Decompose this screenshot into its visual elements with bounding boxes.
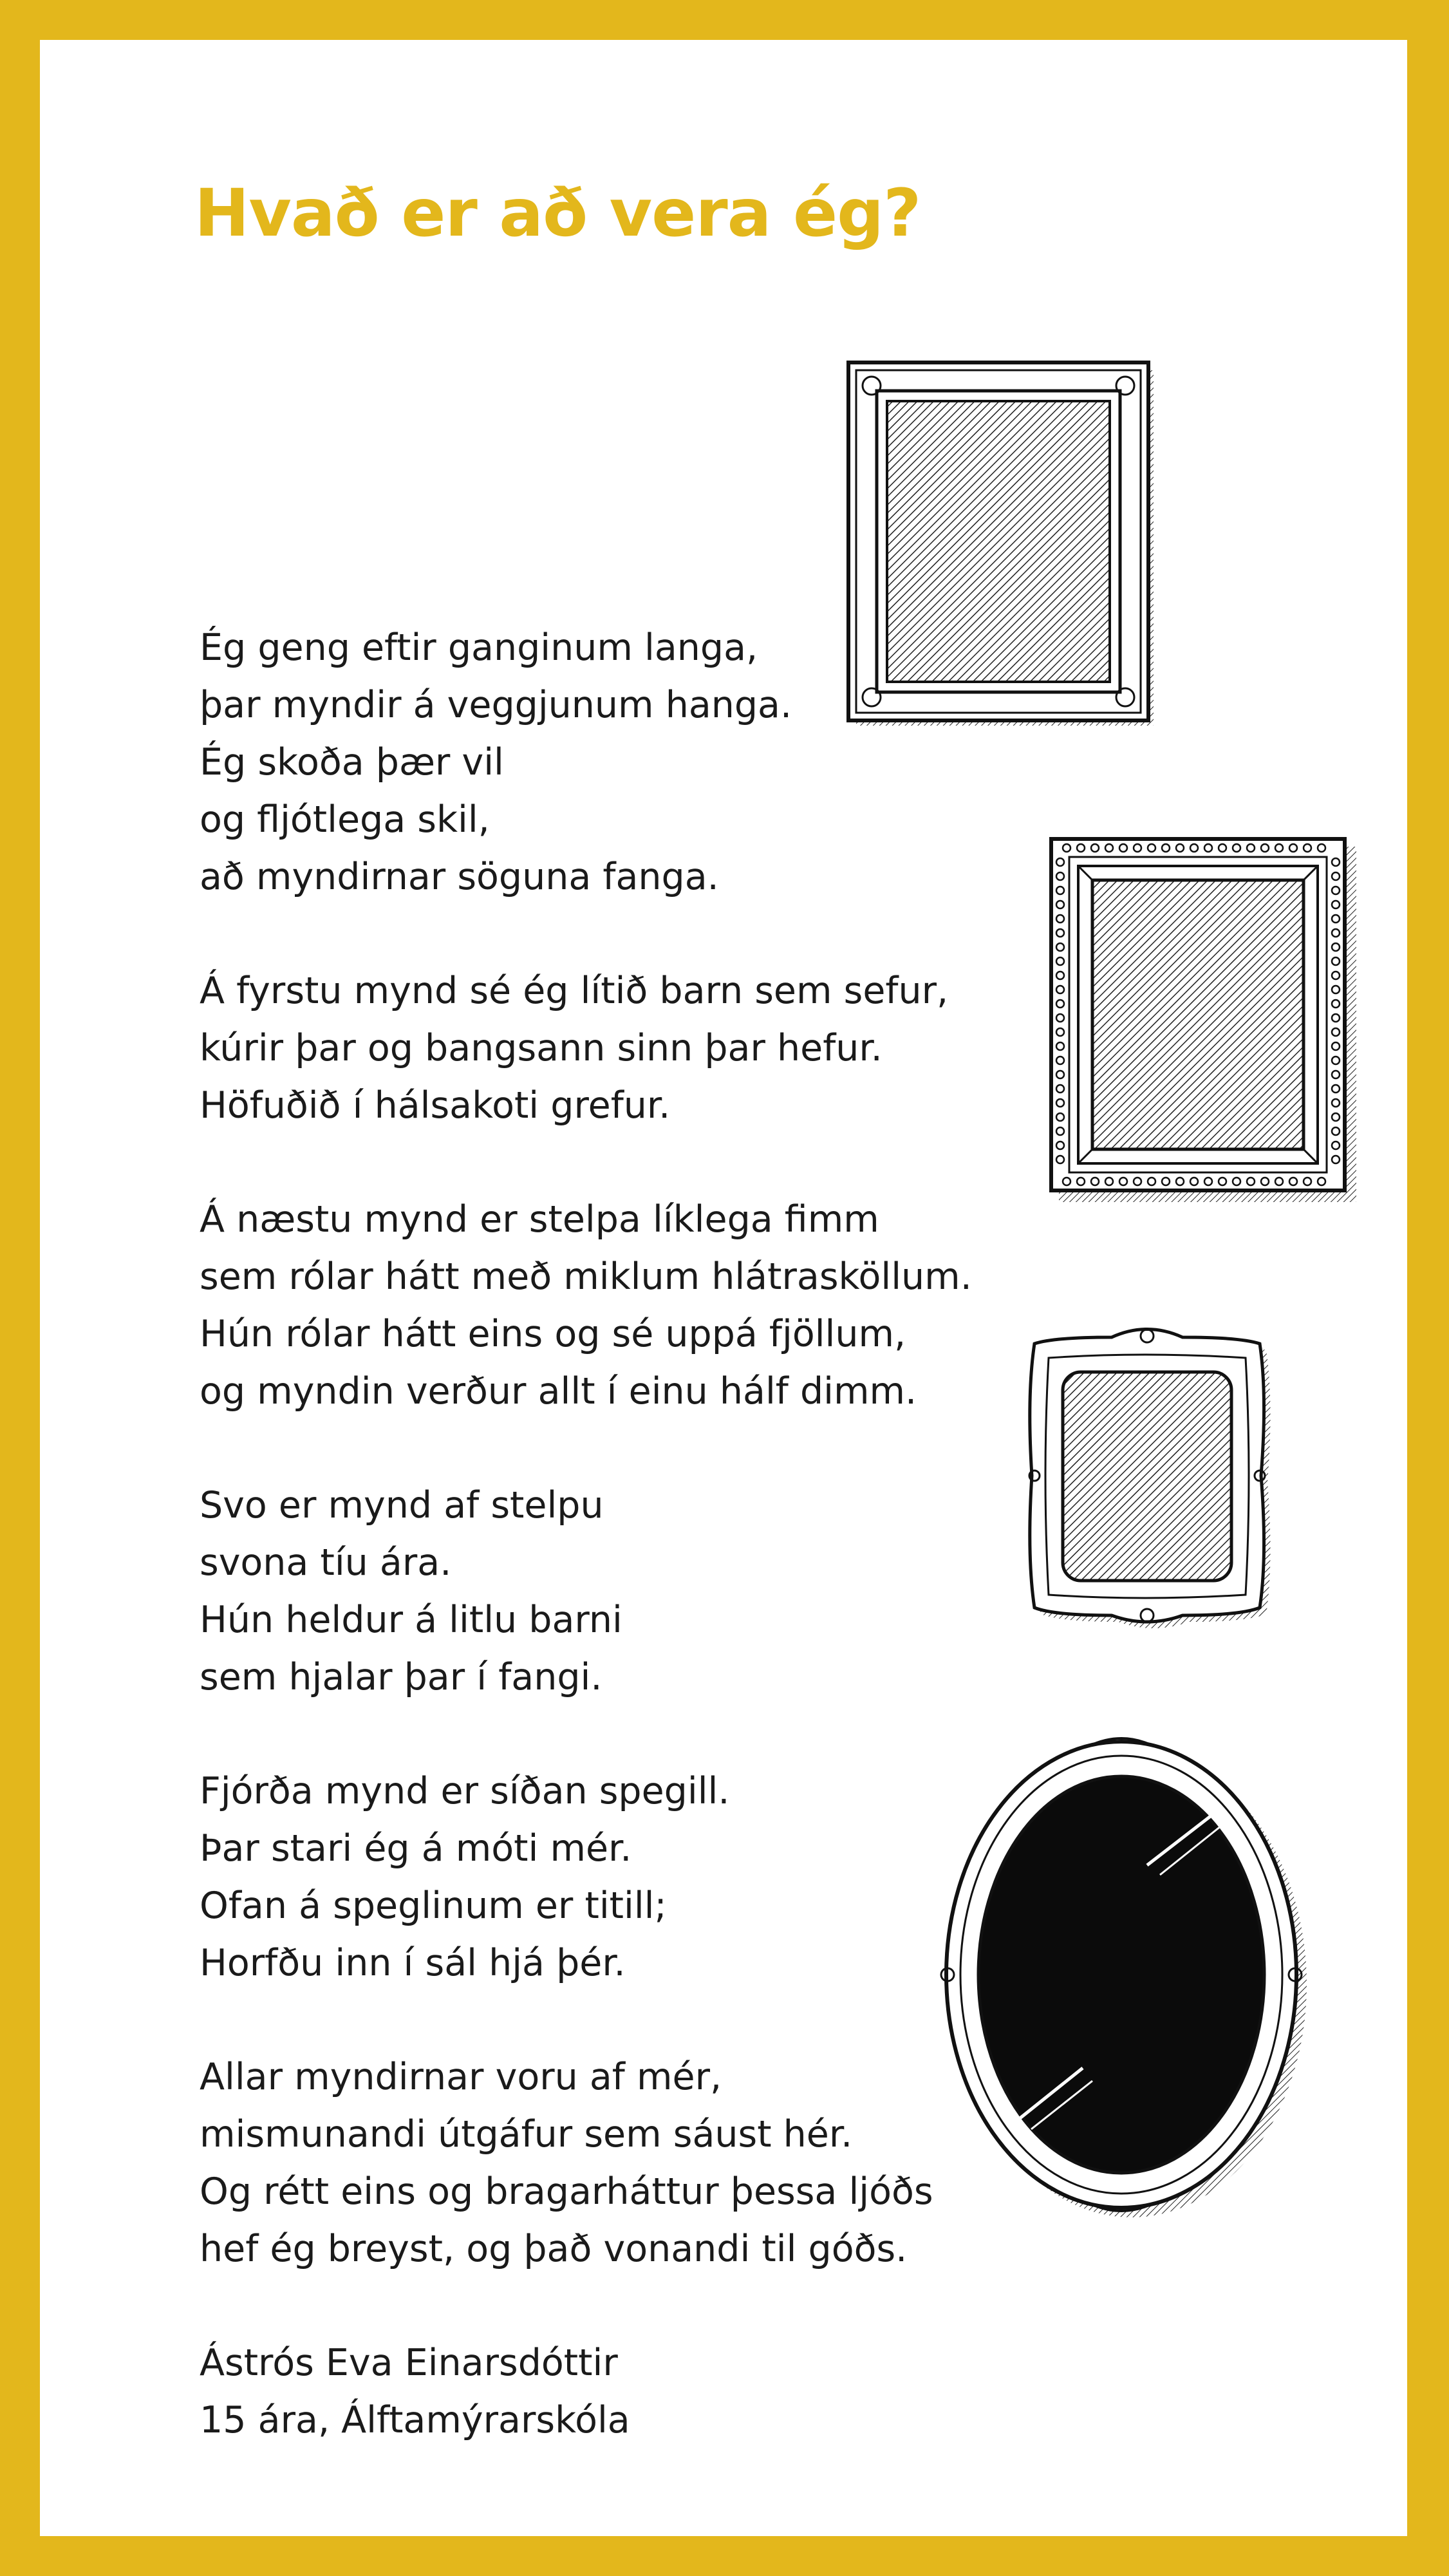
poem-title: Hvað er að vera ég? (194, 175, 921, 252)
poem-line: Ofan á speglinum er titill; (200, 1885, 667, 1927)
picture-frame-ornate-icon (1015, 1318, 1279, 1633)
author-name: Ástrós Eva Einarsdóttir (200, 2342, 618, 2384)
poem-line: og fljótlega skil, (200, 798, 490, 841)
poem-line: Svo er mynd af stelpu (200, 1484, 604, 1527)
picture-frame-beaded-icon (1047, 835, 1363, 1208)
poem-line: Höfuðið í hálsakoti grefur. (200, 1084, 671, 1127)
stanza-2 (200, 963, 972, 1134)
poem-line: Hún rólar hátt eins og sé uppá fjöllum, (200, 1313, 906, 1355)
poem-line: Þar stari ég á móti mér. (200, 1827, 632, 1870)
poem-line: sem rólar hátt með miklum hlátrasköllum. (200, 1255, 972, 1298)
poem-line: Á fyrstu mynd sé ég lítið barn sem sefur, (200, 970, 949, 1012)
poem-page (40, 40, 1407, 2536)
poem-line: Fjórða mynd er síðan spegill. (200, 1770, 730, 1812)
author-info: 15 ára, Álftamýrarskóla (200, 2399, 630, 2441)
poem-line: hef ég breyst, og það vonandi til góðs. (200, 2228, 908, 2270)
poem-line: Horfðu inn í sál hjá þér. (200, 1942, 626, 1984)
poem-line: Ég geng eftir ganginum langa, (200, 626, 758, 669)
poem-line: Á næstu mynd er stelpa líklega fimm (200, 1198, 879, 1241)
poem-line: og myndin verður allt í einu hálf dimm. (200, 1370, 917, 1413)
stanza-5 (200, 1763, 972, 1992)
poem-line: Og rétt eins og bragarháttur þessa ljóðs (200, 2170, 933, 2213)
poem-line: mismunandi útgáfur sem sáust hér. (200, 2113, 853, 2156)
poem-line: sem hjalar þar í fangi. (200, 1656, 603, 1698)
poem-body (200, 619, 972, 2506)
poem-line: svona tíu ára. (200, 1541, 452, 1584)
poem-line: kúrir þar og bangsann sinn þar hefur. (200, 1027, 883, 1069)
poem-line: Hún heldur á litlu barni (200, 1599, 622, 1641)
stanza-6 (200, 2049, 972, 2278)
author-credit (200, 2335, 972, 2449)
poem-line: að myndirnar söguna fanga. (200, 856, 719, 898)
stanza-3 (200, 1191, 972, 1420)
poem-line: Ég skoða þær vil (200, 741, 504, 784)
oval-mirror-icon (935, 1733, 1314, 2226)
poem-line: þar myndir á veggjunum hanga. (200, 684, 792, 726)
poem-line: Allar myndirnar voru af mér, (200, 2056, 722, 2098)
stanza-4 (200, 1477, 972, 1706)
picture-frame-plain-icon (845, 359, 1160, 732)
